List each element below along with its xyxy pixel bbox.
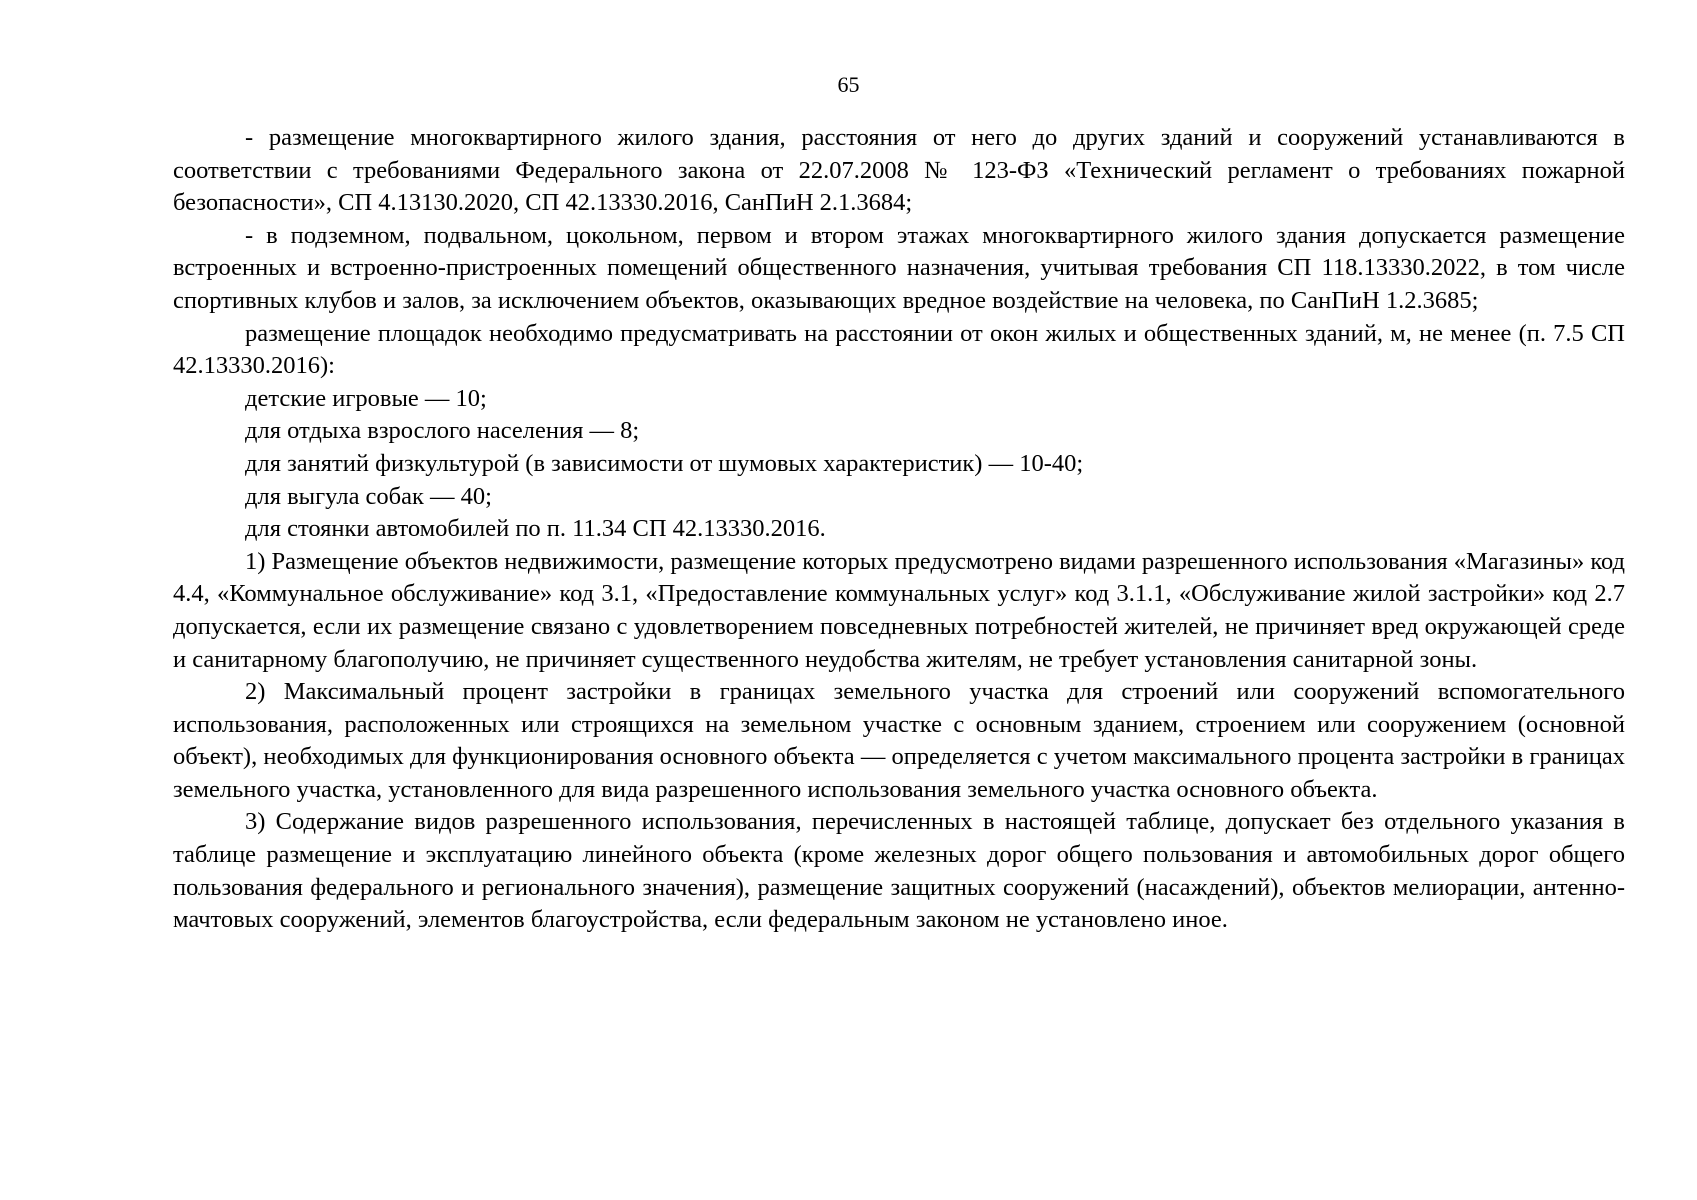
list-item-adult-rest: для отдыха взрослого населения — 8; — [245, 417, 640, 445]
paragraph-note-1: 1) Размещение объектов недвижимости, размещение которых предусмотрено видами разрешенного использования «Магазины» код 4.4, «Коммунальное обслуживание» код 3.1, «Предоставление коммунальных услуг» код 3.1.1, «Обслуживание жилой застройки» код 2.7 допускается, если их размещение связано с удовлетворением повседневных потребностей жителей, не причиняет вред окружающей среде и санитарному благополучию, не причиняет существенного неудобства жителям, не требует установления санитарной зоны. — [173, 547, 1625, 673]
paragraph-note-2: 2) Максимальный процент застройки в границах земельного участка для строений или сооружений вспомогательного использования, расположенных или строящихся на земельном участке с основным зданием, строением или сооружением (основной объект), необходимых для функционирования основного объекта — определяется с учетом максимального процента застройки в границах земельного участка, установленного для вида разрешенного использования земельного участка основного объекта. — [173, 678, 1625, 803]
paragraph-apartment-building-distances: - размещение многоквартирного жилого здания, расстояния от него до других зданий и сооружений устанавливаются в соответствии с требованиями Федерального закона от 22.07.2008 № 123-ФЗ «Технический регламент о требованиях пожарной безопасности», СП 4.13130.2020, СП 42.13330.2016, СанПиН 2.1.3684; — [173, 124, 1625, 217]
list-item-children-playgrounds: детские игровые — 10; — [245, 384, 487, 412]
list-item-car-parking: для стоянки автомобилей по п. 11.34 СП 42.13330.2016. — [245, 515, 826, 543]
list-item-sports: для занятий физкультурой (в зависимости от шумовых характеристик) — 10-40; — [245, 449, 1084, 477]
list-item-dog-walking: для выгула собак — 40; — [245, 482, 492, 510]
document-body — [173, 122, 1625, 937]
page-number: 65 — [837, 72, 860, 97]
paragraph-built-in-premises: - в подземном, подвальном, цокольном, первом и втором этажах многоквартирного жилого здания допускается размещение встроенных и встроенно-пристроенных помещений общественного назначения, учитывая требования СП 118.13330.2022, в том числе спортивных клубов и залов, за исключением объектов, оказывающих вредное воздействие на человека, по СанПиН 1.2.3685; — [173, 221, 1625, 314]
paragraph-playground-distances-intro: размещение площадок необходимо предусматривать на расстоянии от окон жилых и общественных зданий, м, не менее (п. 7.5 СП 42.13330.2016): — [173, 319, 1625, 380]
paragraph-note-3: 3) Содержание видов разрешенного использования, перечисленных в настоящей таблице, допускает без отдельного указания в таблице размещение и эксплуатацию линейного объекта (кроме железных дорог общего пользования и автомобильных дорог общего пользования федерального и регионального значения), размещение защитных сооружений (насаждений), объектов мелиорации, антенно-мачтовых сооружений, элементов благоустройства, если федеральным законом не установлено иное. — [173, 808, 1625, 934]
